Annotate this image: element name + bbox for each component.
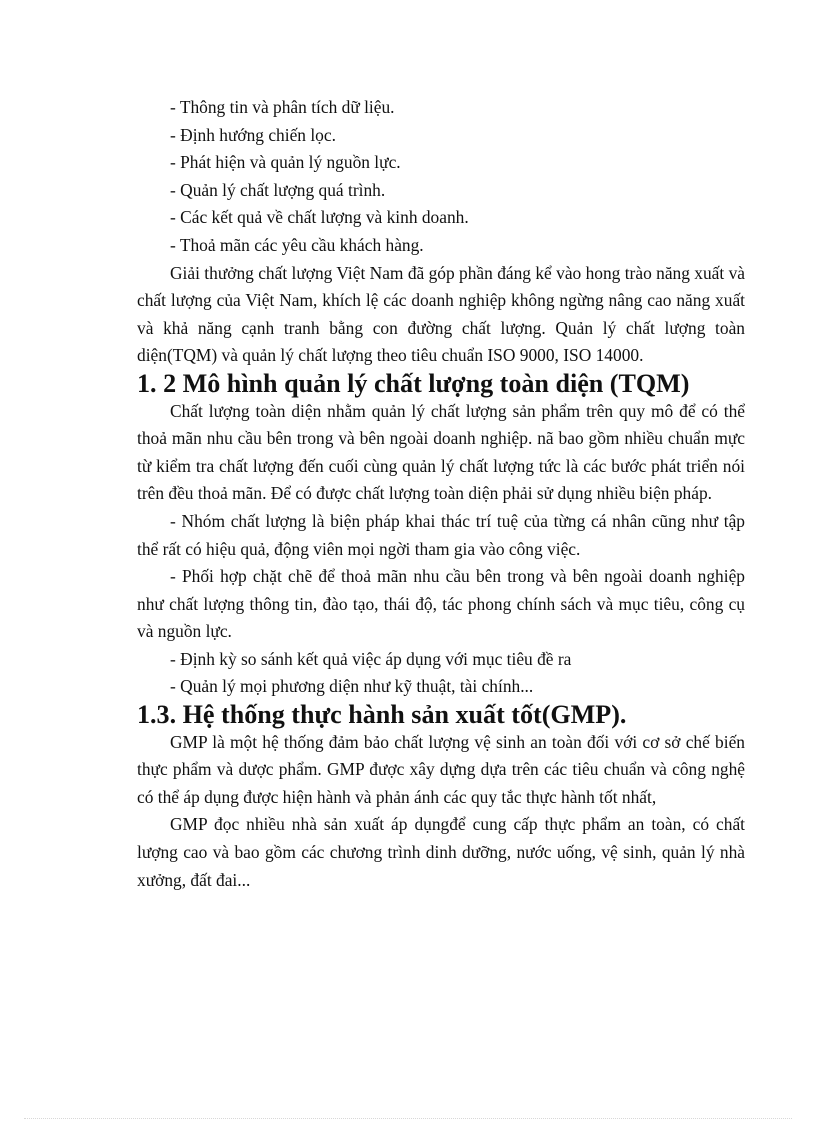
gmp-paragraph: GMP đọc nhiều nhà sản xuất áp dụngđể cung cấp thực phẩm an toàn, có chất lượng cao và bao gồm các chương trình dinh dưỡng, nước uống, vệ sinh, quản lý nhà xưởng, đất đai... (137, 814, 745, 890)
criteria-item: - Các kết quả về chất lượng và kinh doanh. (170, 207, 469, 228)
criteria-item: - Thông tin và phân tích dữ liệu. (170, 97, 395, 117)
criteria-item: - Phát hiện và quản lý nguồn lực. (170, 152, 401, 173)
tqm-measure-item: - Định kỳ so sánh kết quả việc áp dụng với mục tiêu đề ra (170, 648, 572, 669)
tqm-intro-paragraph: Chất lượng toàn diện nhằm quản lý chất lượng sản phẩm trên quy mô để có thể thoả mãn nhu cầu bên trong và bên ngoài doanh nghiệp. nã bao gồm nhiều chuẩn mực từ kiểm tra chất lượng đến cuối cùng quản lý chất lượng tức là các bước phát triển nói trên đều thoả mãn. Để có được chất lượng toàn diện phải sử dụng nhiều biện pháp. (137, 400, 745, 504)
criteria-item: - Quản lý chất lượng quá trình. (170, 179, 386, 200)
tqm-measure-item: - Quản lý mọi phương diện như kỹ thuật, tài chính... (170, 676, 534, 697)
tqm-measure-item: - Nhóm chất lượng là biện pháp khai thác trí tuệ của từng cá nhân cũng như tập thể rất có hiệu quả, động viên mọi ngời tham gia vào công việc. (137, 510, 745, 559)
section-heading-tqm: 1. 2 Mô hình quản lý chất lượng toàn diện (TQM) (137, 368, 690, 398)
award-paragraph: Giải thưởng chất lượng Việt Nam đã góp phần đáng kể vào hong trào năng xuất và chất lượng của Việt Nam, khích lệ các doanh nghiệp không ngừng nâng cao năng xuất và khả năng cạnh tranh bằng con đường chất lượng. Quản lý chất lượng toàn diện(TQM) và quản lý chất lượng theo tiêu chuẩn ISO 9000, ISO 14000. (137, 262, 745, 366)
criteria-item: - Định hướng chiến lọc. (170, 124, 336, 145)
tqm-measure-item: - Phối hợp chặt chẽ để thoả mãn nhu cầu bên trong và bên ngoài doanh nghiệp như chất lượng thông tin, đào tạo, thái độ, tác phong chính sách và mục tiêu, công cụ và nguồn lực. (137, 566, 745, 642)
gmp-paragraph: GMP là một hệ thống đảm bảo chất lượng vệ sinh an toàn đối với cơ sở chế biến thực phẩm và dược phẩm. GMP được xây dựng dựa trên các tiêu chuẩn và công nghệ có thể áp dụng được hiện hành và phản ánh các quy tắc thực hành tốt nhất, (137, 731, 745, 807)
page-bottom-divider (24, 1118, 792, 1119)
criteria-item: - Thoả mãn các yêu cầu khách hàng. (170, 234, 424, 255)
section-heading-gmp: 1.3. Hệ thống thực hành sản xuất tốt(GMP). (137, 700, 627, 730)
page-content (137, 94, 745, 894)
